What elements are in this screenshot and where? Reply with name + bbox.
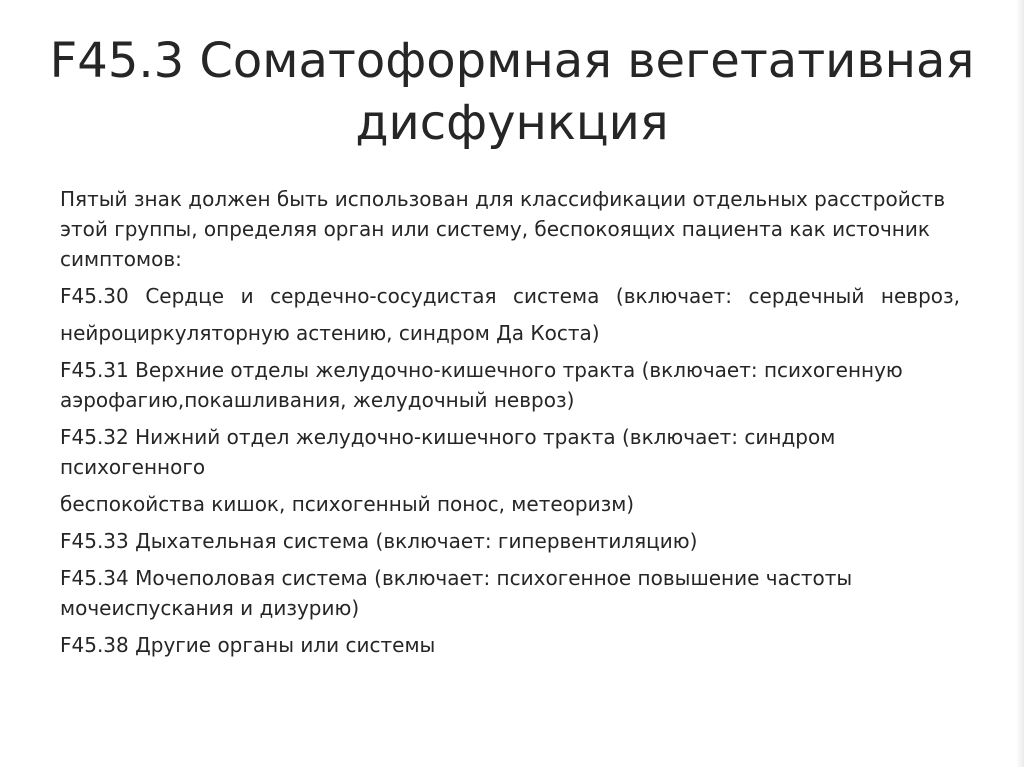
code-f45-30: F45.30 Сердце и сердечно-сосудистая система (включает: сердечный невроз, [60, 284, 960, 308]
intro-paragraph: Пятый знак должен быть использован для классификации отдельных расстройств этой группы, определяя орган или систему, беспокоящих пациента как источник симптомов: [60, 187, 946, 271]
code-f45-32: F45.32 Нижний отдел желудочно-кишечного тракта (включает: синдром психогенного [60, 425, 836, 479]
code-f45-34: F45.34 Мочеполовая система (включает: психогенное повышение частоты мочеиспускания и дизурию) [60, 566, 853, 620]
slide-title: F45.3 Соматоформная вегетативная дисфункция [49, 33, 975, 151]
code-f45-38: F45.38 Другие органы или системы [60, 633, 436, 657]
code-f45-31: F45.31 Верхние отделы желудочно-кишечного тракта (включает: психогенную аэрофагию,покашливания, желудочный невроз) [60, 358, 903, 412]
slide-edge-shadow [1016, 0, 1024, 767]
code-f45-32-continued: беспокойства кишок, психогенный понос, метеоризм) [60, 492, 635, 516]
slide-content [60, 184, 960, 667]
code-f45-33: F45.33 Дыхательная система (включает: гипервентиляцию) [60, 529, 698, 553]
code-f45-30-continued: нейроциркуляторную астению, синдром Да Коста) [60, 321, 600, 345]
